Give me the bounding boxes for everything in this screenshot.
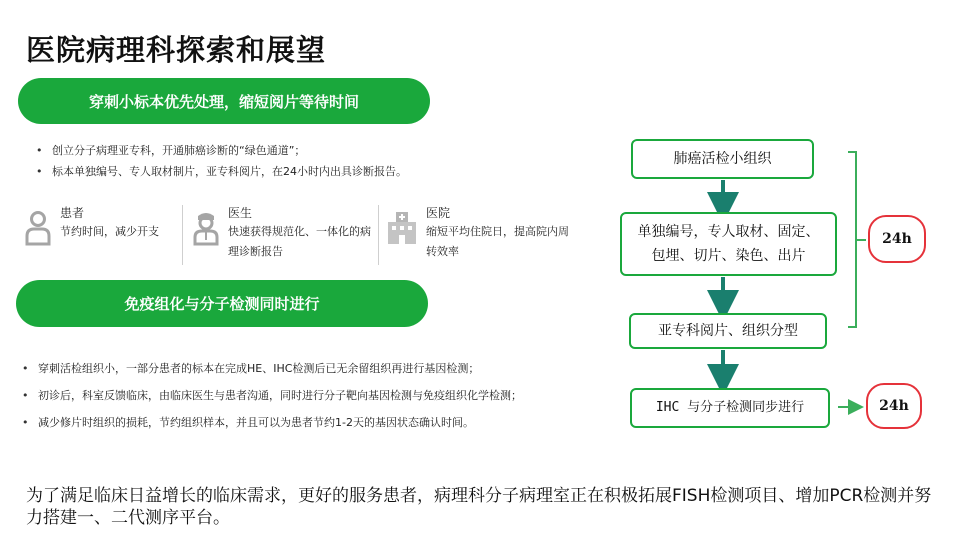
list-item: • 减少修片时组织的损耗，节约组织样本，并且可以为患者节约1-2天的基因状态确认时间。: [18, 412, 630, 433]
hospital-icon: [386, 210, 418, 246]
section2-bullets: [18, 358, 630, 439]
list-item: • 穿刺活检组织小，一部分患者的标本在完成HE、IHC检测后已无余留组织再进行基因检测；: [18, 358, 630, 379]
doctor-icon: [192, 210, 220, 246]
flow-step-reading: 亚专科阅片、组织分型: [629, 313, 827, 349]
role-title: 医生: [228, 206, 253, 220]
divider: [378, 205, 379, 265]
list-item: • 标本单独编号、专人取材制片，亚专科阅片，在24小时内出具诊断报告。: [32, 161, 472, 182]
flow-step-biopsy: 肺癌活检小组织: [631, 139, 814, 179]
flow-step-processing: 单独编号，专人取材、固定、包埋、切片、染色、出片: [620, 212, 837, 276]
section1-heading: 穿刺小标本优先处理，缩短阅片等待时间: [18, 78, 430, 124]
section1-bullets: [32, 140, 472, 182]
list-item: • 创立分子病理亚专科，开通肺癌诊断的“绿色通道”；: [32, 140, 472, 161]
role-desc: 快速获得规范化、一体化的病理诊断报告: [228, 225, 371, 258]
role-desc: 缩短平均住院日，提高院内周转效率: [426, 225, 569, 258]
section2-heading: 免疫组化与分子检测同时进行: [16, 280, 428, 327]
user-icon: [24, 210, 52, 246]
list-item: • 初诊后，科室反馈临床，由临床医生与患者沟通，同时进行分子靶向基因检测与免疫组织化学检测；: [18, 385, 630, 406]
time-badge-top: 24h: [868, 215, 926, 263]
time-badge-bottom: 24h: [866, 383, 922, 429]
role-card-hospital: [386, 204, 586, 274]
role-title: 患者: [60, 206, 85, 220]
footer-text: 为了满足临床日益增长的临床需求，更好的服务患者，病理科分子病理室正在积极拓展FISH检测项目、增加PCR检测并努力搭建一、二代测序平台。: [26, 486, 932, 528]
flow-step-ihc: IHC 与分子检测同步进行: [630, 388, 830, 428]
role-title: 医院: [426, 206, 451, 220]
role-card-doctor: [192, 204, 377, 274]
role-card-patient: [24, 204, 184, 274]
page-title: 医院病理科探索和展望: [26, 33, 327, 67]
role-desc: 节约时间，减少开支: [60, 225, 159, 238]
divider: [182, 205, 183, 265]
bracket: [848, 152, 856, 327]
